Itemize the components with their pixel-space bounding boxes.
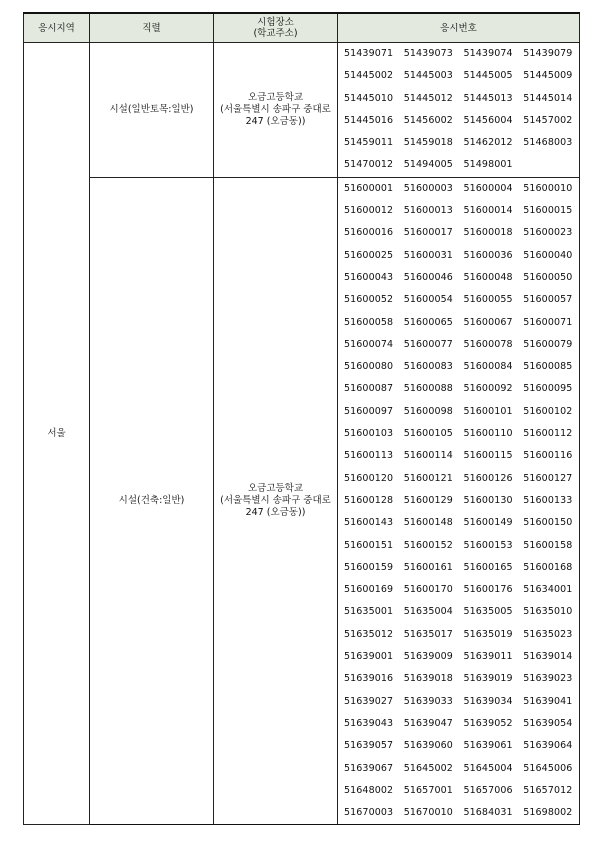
exam-number: 51600014 — [463, 205, 513, 217]
exam-number: 51600071 — [523, 316, 573, 328]
venue-address-2a: (서울특별시 송파구 중대로 — [220, 495, 331, 507]
exam-number: 51600088 — [403, 383, 453, 395]
table-header-row — [24, 13, 580, 43]
exam-number: 51439073 — [403, 48, 453, 59]
exam-number: 51600112 — [523, 428, 573, 440]
exam-number: 51459018 — [403, 137, 453, 149]
exam-number: 51639019 — [463, 673, 513, 685]
position-cell-2: 시설(건축:일반) — [90, 177, 214, 825]
exam-number: 51600067 — [463, 316, 513, 328]
exam-number: 51639009 — [403, 651, 453, 663]
exam-number: 51459011 — [344, 137, 394, 149]
venue-address-2b: 247 (오금동)) — [245, 507, 306, 519]
exam-number: 51600087 — [344, 383, 394, 395]
exam-number: 51600151 — [344, 539, 394, 551]
exam-number: 51639057 — [344, 740, 394, 752]
exam-number: 51600113 — [344, 450, 394, 462]
exam-number: 51639018 — [403, 673, 453, 685]
exam-number: 51600084 — [463, 361, 513, 373]
exam-number: 51462012 — [463, 137, 513, 149]
exam-number: 51468003 — [523, 137, 573, 149]
exam-number: 51639041 — [523, 695, 573, 707]
exam-number: 51600129 — [403, 494, 453, 506]
exam-number: 51657001 — [403, 784, 453, 796]
exam-number: 51600153 — [463, 539, 513, 551]
exam-number: 51635019 — [463, 628, 513, 640]
exam-number: 51439079 — [523, 48, 573, 59]
exam-number: 51600149 — [463, 517, 513, 529]
exam-number: 51635017 — [403, 628, 453, 640]
exam-number: 51600017 — [403, 227, 453, 239]
numbers-grid-1 — [338, 43, 579, 177]
exam-number: 51670010 — [403, 807, 453, 819]
exam-number: 51635004 — [403, 606, 453, 618]
exam-number: 51439071 — [344, 48, 394, 59]
exam-number: 51600152 — [403, 539, 453, 551]
header-venue — [214, 13, 338, 43]
exam-number: 51600010 — [523, 182, 573, 194]
exam-number: 51600121 — [403, 472, 453, 484]
table-row-group-2 — [24, 177, 580, 825]
exam-number: 51600048 — [463, 271, 513, 283]
exam-number: 51600098 — [403, 405, 453, 417]
exam-number: 51600176 — [463, 584, 513, 596]
exam-number: 51600079 — [523, 338, 573, 350]
exam-number: 51456002 — [403, 114, 453, 126]
exam-number: 51639016 — [344, 673, 394, 685]
exam-number: 51639001 — [344, 651, 394, 663]
exam-number: 51600018 — [463, 227, 513, 239]
exam-number: 51494005 — [403, 159, 453, 171]
exam-number: 51600004 — [463, 182, 513, 194]
exam-number: 51600115 — [463, 450, 513, 462]
exam-number: 51600114 — [403, 450, 453, 462]
exam-number: 51639033 — [403, 695, 453, 707]
exam-number: 51600105 — [403, 428, 453, 440]
exam-number: 51648002 — [344, 784, 394, 796]
exam-number: 51600102 — [523, 405, 573, 417]
exam-number: 51645006 — [523, 762, 573, 774]
exam-number: 51600050 — [523, 271, 573, 283]
exam-number: 51445009 — [523, 70, 573, 82]
exam-number: 51600170 — [403, 584, 453, 596]
exam-number: 51657012 — [523, 784, 573, 796]
exam-number: 51600001 — [344, 182, 394, 194]
exam-number: 51600161 — [403, 561, 453, 573]
exam-number: 51600012 — [344, 205, 394, 217]
exam-number: 51600052 — [344, 294, 394, 306]
venue-cell-1 — [214, 43, 338, 178]
exam-number: 51639060 — [403, 740, 453, 752]
exam-number: 51635001 — [344, 606, 394, 618]
exam-number: 51470012 — [344, 159, 394, 171]
exam-number: 51600031 — [403, 249, 453, 261]
exam-number: 51639023 — [523, 673, 573, 685]
exam-number: 51600083 — [403, 361, 453, 373]
exam-number: 51639011 — [463, 651, 513, 663]
exam-number: 51600055 — [463, 294, 513, 306]
exam-number: 51698002 — [523, 807, 573, 819]
exam-number: 51635012 — [344, 628, 394, 640]
numbers-grid-2 — [338, 178, 579, 825]
header-venue-line1: 시험장소 — [257, 17, 294, 28]
exam-venue-table — [23, 12, 580, 825]
exam-number: 51600101 — [463, 405, 513, 417]
exam-number: 51457002 — [523, 114, 573, 126]
exam-number: 51445010 — [344, 92, 394, 104]
numbers-cell-1 — [338, 43, 580, 178]
region-cell: 서울 — [24, 43, 90, 825]
exam-number: 51600074 — [344, 338, 394, 350]
exam-number: 51639027 — [344, 695, 394, 707]
numbers-cell-2 — [338, 177, 580, 825]
exam-number: 51600003 — [403, 182, 453, 194]
exam-number: 51634001 — [523, 584, 573, 596]
exam-number: 51635005 — [463, 606, 513, 618]
exam-number: 51600143 — [344, 517, 394, 529]
exam-number: 51600058 — [344, 316, 394, 328]
exam-number: 51639064 — [523, 740, 573, 752]
exam-number: 51639047 — [403, 717, 453, 729]
exam-number: 51600036 — [463, 249, 513, 261]
exam-number: 51639043 — [344, 717, 394, 729]
exam-number: 51600103 — [344, 428, 394, 440]
exam-number: 51600077 — [403, 338, 453, 350]
exam-number: 51600078 — [463, 338, 513, 350]
exam-number: 51445012 — [403, 92, 453, 104]
exam-number: 51600116 — [523, 450, 573, 462]
exam-venue-table-page — [23, 12, 579, 825]
header-position: 직렬 — [90, 13, 214, 43]
exam-number: 51600092 — [463, 383, 513, 395]
exam-number: 51600127 — [523, 472, 573, 484]
exam-number: 51600159 — [344, 561, 394, 573]
exam-number: 51498001 — [463, 159, 513, 171]
exam-number: 51600133 — [523, 494, 573, 506]
exam-number: 51639034 — [463, 695, 513, 707]
exam-number: 51600110 — [463, 428, 513, 440]
exam-number: 51445005 — [463, 70, 513, 82]
exam-number: 51600168 — [523, 561, 573, 573]
exam-number: 51600169 — [344, 584, 394, 596]
exam-number: 51600148 — [403, 517, 453, 529]
exam-number: 51600057 — [523, 294, 573, 306]
exam-number: 51639054 — [523, 717, 573, 729]
exam-number: 51600120 — [344, 472, 394, 484]
exam-number: 51600085 — [523, 361, 573, 373]
exam-number: 51600043 — [344, 271, 394, 283]
exam-number: 51600013 — [403, 205, 453, 217]
exam-number: 51600023 — [523, 227, 573, 239]
exam-number: 51600040 — [523, 249, 573, 261]
venue-name-1: 오금고등학교 — [247, 91, 304, 103]
exam-number: 51639061 — [463, 740, 513, 752]
exam-number: 51600128 — [344, 494, 394, 506]
exam-number: 51600150 — [523, 517, 573, 529]
exam-number: 51445014 — [523, 92, 573, 104]
exam-number: 51635023 — [523, 628, 573, 640]
position-cell-1: 시설(일반토목:일반) — [90, 43, 214, 178]
exam-number: 51600065 — [403, 316, 453, 328]
exam-number: 51439074 — [463, 48, 513, 59]
header-venue-line2: (학교주소) — [253, 28, 298, 39]
venue-address-1b: 247 (오금동)) — [245, 115, 306, 127]
venue-name-2: 오금고등학교 — [247, 483, 304, 495]
exam-number: 51600025 — [344, 249, 394, 261]
exam-number: 51657006 — [463, 784, 513, 796]
header-region: 응시지역 — [24, 13, 90, 43]
header-numbers: 응시번호 — [338, 13, 580, 43]
venue-cell-2 — [214, 177, 338, 825]
exam-number: 51445016 — [344, 114, 394, 126]
exam-number: 51600046 — [403, 271, 453, 283]
exam-number: 51600130 — [463, 494, 513, 506]
exam-number: 51639067 — [344, 762, 394, 774]
exam-number: 51600158 — [523, 539, 573, 551]
exam-number: 51600095 — [523, 383, 573, 395]
exam-number: 51445002 — [344, 70, 394, 82]
exam-number: 51600054 — [403, 294, 453, 306]
exam-number: 51445003 — [403, 70, 453, 82]
exam-number: 51600080 — [344, 361, 394, 373]
exam-number: 51684031 — [463, 807, 513, 819]
exam-number: 51645004 — [463, 762, 513, 774]
venue-address-1a: (서울특별시 송파구 중대로 — [220, 103, 331, 115]
exam-number: 51600165 — [463, 561, 513, 573]
exam-number: 51600097 — [344, 405, 394, 417]
exam-number: 51600015 — [523, 205, 573, 217]
exam-number: 51600016 — [344, 227, 394, 239]
exam-number: 51635010 — [523, 606, 573, 618]
exam-number: 51670003 — [344, 807, 394, 819]
exam-number: 51445013 — [463, 92, 513, 104]
exam-number: 51456004 — [463, 114, 513, 126]
exam-number: 51600126 — [463, 472, 513, 484]
exam-number: 51639014 — [523, 651, 573, 663]
table-row-group-1 — [24, 43, 580, 178]
exam-number: 51639052 — [463, 717, 513, 729]
exam-number: 51645002 — [403, 762, 453, 774]
